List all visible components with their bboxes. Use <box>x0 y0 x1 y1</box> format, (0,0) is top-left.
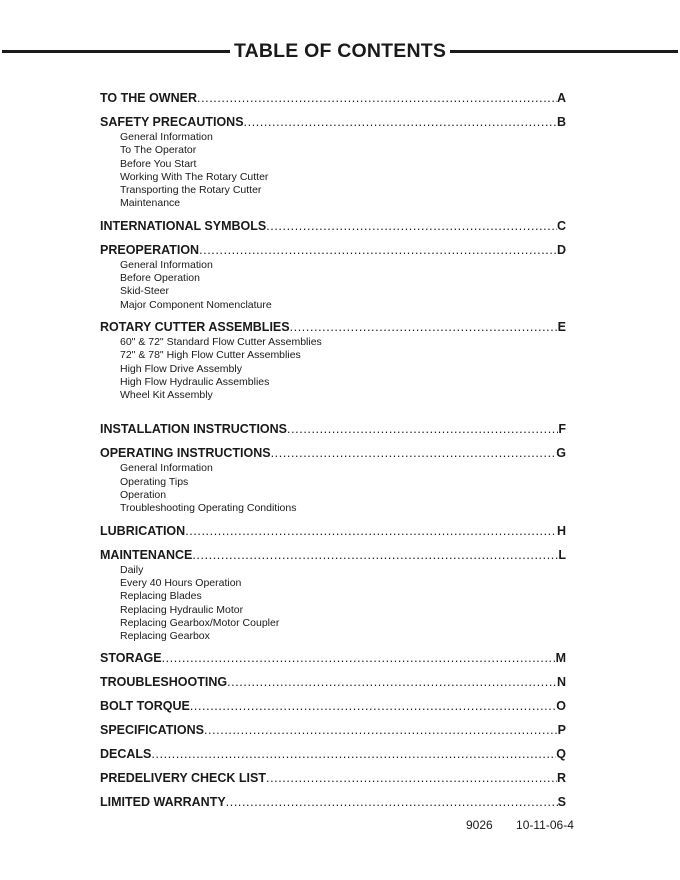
dot-leader <box>199 241 557 259</box>
toc-entry-label: LIMITED WARRANTY <box>100 795 226 810</box>
toc-subitem[interactable]: Operation <box>120 489 167 502</box>
toc-entry-label: SPECIFICATIONS <box>100 723 204 738</box>
toc-entry <box>100 89 566 107</box>
toc-entry-section-letter: M <box>555 651 566 666</box>
toc-entry <box>100 444 566 515</box>
dot-leader <box>266 217 557 235</box>
toc-entry <box>100 769 566 787</box>
toc-entry-section-letter: F <box>558 422 566 437</box>
toc-entry-heading[interactable] <box>100 522 566 540</box>
dot-leader <box>244 113 557 131</box>
toc-subitem[interactable]: General Information <box>120 462 213 475</box>
toc-subitem[interactable]: Before Operation <box>120 272 200 285</box>
dot-leader <box>190 697 556 715</box>
toc-subitem[interactable]: General Information <box>120 258 213 271</box>
toc-entry-section-letter: P <box>557 723 566 738</box>
document-number: 9026 <box>466 818 493 832</box>
toc-subitem[interactable]: Replacing Gearbox <box>120 630 210 643</box>
toc-subitem-list <box>100 131 566 211</box>
dot-leader <box>266 769 557 787</box>
toc-entry <box>100 673 566 691</box>
dot-leader <box>197 89 557 107</box>
toc-subitem[interactable]: Troubleshooting Operating Conditions <box>120 502 297 515</box>
toc-subitem[interactable]: Before You Start <box>120 157 197 170</box>
toc-entry-label: DECALS <box>100 747 152 762</box>
toc-subitem-list <box>100 462 566 515</box>
toc-entry-label: INSTALLATION INSTRUCTIONS <box>100 422 288 437</box>
revision-code: 10-11-06-4 <box>516 818 574 832</box>
title-rule-right <box>450 50 678 53</box>
toc-subitem[interactable]: High Flow Drive Assembly <box>120 362 242 375</box>
toc-entry <box>100 113 566 211</box>
toc-entry-heading[interactable] <box>100 89 566 107</box>
dot-leader <box>271 444 557 462</box>
toc-entry-heading[interactable] <box>100 420 566 438</box>
toc-entry <box>100 522 566 540</box>
toc-subitem[interactable]: 60" & 72" Standard Flow Cutter Assemblies <box>120 335 322 348</box>
toc-entry-heading[interactable] <box>100 241 566 259</box>
toc-subitem[interactable]: Major Component Nomenclature <box>120 298 272 311</box>
toc-entry-heading[interactable] <box>100 113 566 131</box>
toc-entry-heading[interactable] <box>100 318 566 336</box>
toc-entry-label: PREOPERATION <box>100 242 200 257</box>
toc-subitem-list <box>100 259 566 312</box>
toc-entry <box>100 420 566 438</box>
toc-entry-section-letter: A <box>556 91 566 105</box>
toc-subitem-list <box>100 564 566 644</box>
toc-entry-label: INTERNATIONAL SYMBOLS <box>100 218 267 233</box>
toc-entry-label: SAFETY PRECAUTIONS <box>100 115 244 129</box>
dot-leader <box>287 420 558 438</box>
toc-entry-heading[interactable] <box>100 745 566 763</box>
toc-subitem[interactable]: Replacing Blades <box>120 590 202 603</box>
dot-leader <box>226 793 558 811</box>
toc-entry-label: ROTARY CUTTER ASSEMBLIES <box>100 319 290 334</box>
title-bar <box>0 38 680 64</box>
toc-subitem[interactable]: Daily <box>120 563 144 576</box>
toc-subitem[interactable]: To The Operator <box>120 144 197 157</box>
toc-entry-section-letter: N <box>556 675 566 690</box>
page-footer <box>466 818 574 832</box>
toc-entry-label: BOLT TORQUE <box>100 699 190 714</box>
dot-leader <box>192 546 558 564</box>
toc-entry-heading[interactable] <box>100 721 566 739</box>
toc-entry-label: PREDELIVERY CHECK LIST <box>100 771 266 786</box>
toc-entry <box>100 721 566 739</box>
dot-leader <box>290 318 558 336</box>
toc-entry-label: TO THE OWNER <box>100 91 197 105</box>
dot-leader <box>204 721 558 739</box>
toc-subitem[interactable]: 72" & 78" High Flow Cutter Assemblies <box>120 349 301 362</box>
toc-entry-heading[interactable] <box>100 697 566 715</box>
toc-entry-section-letter: Q <box>556 747 566 762</box>
toc-entry-section-letter: R <box>556 771 566 786</box>
toc-subitem[interactable]: Working With The Rotary Cutter <box>120 170 269 183</box>
toc-entry <box>100 241 566 312</box>
toc-entry-heading[interactable] <box>100 649 566 667</box>
toc-entry-section-letter: O <box>556 699 566 714</box>
toc-subitem[interactable]: General Information <box>120 131 213 143</box>
toc-subitem[interactable]: High Flow Hydraulic Assemblies <box>120 375 270 388</box>
toc-entry-section-letter: D <box>556 242 566 257</box>
toc-entry-label: STORAGE <box>100 651 162 666</box>
toc-subitem[interactable]: Replacing Gearbox/Motor Coupler <box>120 616 280 629</box>
toc-entry <box>100 546 566 644</box>
toc-entry-label: TROUBLESHOOTING <box>100 675 228 690</box>
table-of-contents <box>100 89 566 811</box>
toc-entry-heading[interactable] <box>100 444 566 462</box>
toc-entry <box>100 318 566 402</box>
toc-entry-section-letter: G <box>556 446 566 461</box>
toc-entry-section-letter: H <box>556 523 566 538</box>
toc-entry <box>100 649 566 667</box>
toc-subitem[interactable]: Replacing Hydraulic Motor <box>120 603 244 616</box>
toc-entry <box>100 793 566 811</box>
toc-entry <box>100 697 566 715</box>
dot-leader <box>227 673 557 691</box>
toc-entry <box>100 745 566 763</box>
toc-entry <box>100 217 566 235</box>
toc-entry-heading[interactable] <box>100 769 566 787</box>
toc-entry-heading[interactable] <box>100 793 566 811</box>
toc-subitem-list <box>100 336 566 402</box>
toc-subitem[interactable]: Every 40 Hours Operation <box>120 576 242 589</box>
dot-leader <box>162 649 556 667</box>
toc-entry-heading[interactable] <box>100 217 566 235</box>
toc-entry-label: MAINTENANCE <box>100 547 193 562</box>
toc-entry-section-letter: S <box>557 795 566 810</box>
toc-entry-section-letter: L <box>558 547 566 562</box>
title-rule-left <box>2 50 230 53</box>
page-title: TABLE OF CONTENTS <box>233 40 447 62</box>
toc-subitem[interactable]: Transporting the Rotary Cutter <box>120 184 262 197</box>
toc-entry-section-letter: B <box>556 115 566 129</box>
dot-leader <box>185 522 557 540</box>
dot-leader <box>151 745 556 763</box>
toc-entry-section-letter: E <box>557 319 566 334</box>
toc-subitem[interactable]: Skid-Steer <box>120 285 170 298</box>
toc-entry-label: LUBRICATION <box>100 523 186 538</box>
toc-subitem[interactable]: Maintenance <box>120 197 181 210</box>
toc-subitem[interactable]: Wheel Kit Assembly <box>120 389 213 402</box>
toc-entry-heading[interactable] <box>100 546 566 564</box>
toc-subitem[interactable]: Operating Tips <box>120 475 189 488</box>
toc-entry-section-letter: C <box>556 218 566 233</box>
toc-entry-heading[interactable] <box>100 673 566 691</box>
toc-entry-label: OPERATING INSTRUCTIONS <box>100 446 271 461</box>
